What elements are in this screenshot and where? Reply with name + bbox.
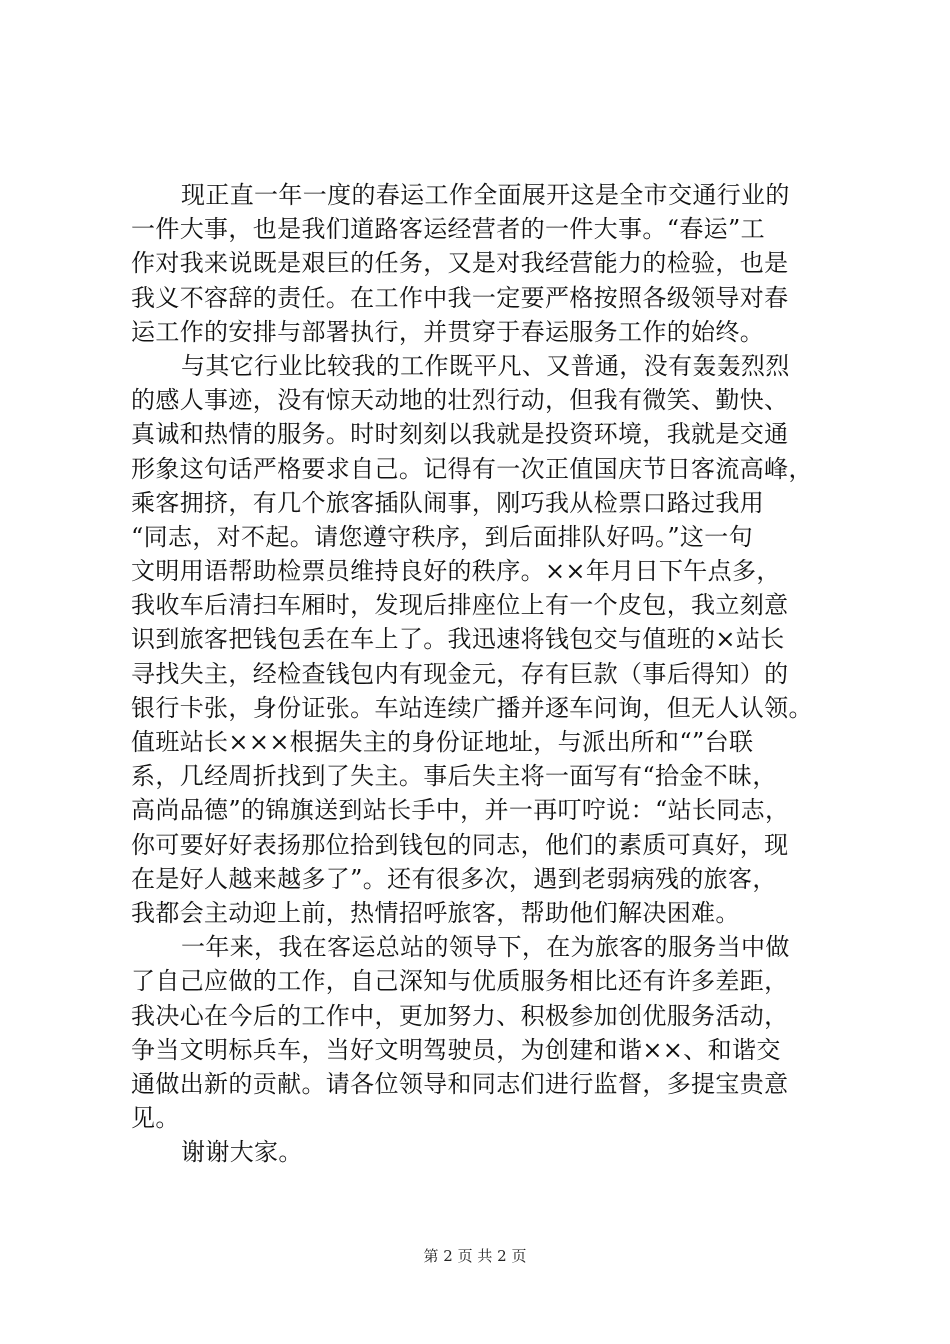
text-line: 谢谢大家。 [181, 1138, 303, 1167]
text-line: 我都会主动迎上前，热情招呼旅客，帮助他们解决困难。 [131, 898, 740, 927]
text-line: 与其它行业比较我的工作既平凡、又普通，没有轰轰烈烈 [181, 351, 790, 380]
page-number-footer: 第 2 页 共 2 页 [423, 1247, 527, 1265]
text-line: 的感人事迹，没有惊天动地的壮烈行动，但我有微笑、勤快、 [131, 386, 789, 415]
text-line: 识到旅客把钱包丢在车上了。我迅速将钱包交与值班的×站长 [131, 625, 785, 654]
text-line: 见。 [131, 1104, 180, 1133]
text-line: 真诚和热情的服务。时时刻刻以我就是投资环境，我就是交通 [131, 420, 789, 449]
text-line: “同志，对不起。请您遵守秩序，到后面排队好吗。”这一句 [131, 522, 753, 551]
text-line: 在是好人越来越多了”。还有很多次，遇到老弱病残的旅客， [131, 864, 777, 893]
text-line: 运工作的安排与部署执行，并贯穿于春运服务工作的始终。 [131, 317, 765, 346]
text-line: 我决心在今后的工作中，更加努力、积极参加创优服务活动， [131, 1001, 789, 1030]
text-line: 银行卡张，身份证张。车站连续广播并逐车问询，但无人认领。 [131, 693, 813, 722]
text-line: 一件大事，也是我们道路客运经营者的一件大事。“春运”工 [131, 215, 765, 244]
text-line: 了自己应做的工作，自己深知与优质服务相比还有许多差距， [131, 967, 789, 996]
speech-body [131, 178, 831, 1169]
text-line: 我义不容辞的责任。在工作中我一定要严格按照各级领导对春 [131, 283, 789, 312]
text-line: 文明用语帮助检票员维持良好的秩序。××年月日下午点多， [131, 557, 781, 586]
text-line: 现正直一年一度的春运工作全面展开这是全市交通行业的 [181, 181, 790, 209]
text-line: 你可要好好表扬那位拾到钱包的同志，他们的素质可真好，现 [131, 830, 789, 859]
text-line: 值班站长×××根据失主的身份证地址，与派出所和“”台联 [131, 728, 754, 756]
text-line: 争当文明标兵车，当好文明驾驶员，为创建和谐××、和谐交 [131, 1035, 781, 1064]
text-line: 作对我来说既是艰巨的任务，又是对我经营能力的检验，也是 [131, 249, 789, 278]
text-line: 一年来，我在客运总站的领导下，在为旅客的服务当中做 [181, 933, 790, 962]
text-line: 乘客拥挤，有几个旅客插队闹事，刚巧我从检票口路过我用 [131, 488, 765, 517]
text-line: 高尚品德”的锦旗送到站长手中，并一再叮咛说：“站长同志， [131, 796, 790, 825]
text-line: 寻找失主，经检查钱包内有现金元，存有巨款（事后得知）的 [131, 659, 789, 688]
text-line: 系，几经周折找到了失主。事后失主将一面写有“拾金不昧， [131, 762, 777, 791]
text-line: 通做出新的贡献。请各位领导和同志们进行监督，多提宝贵意 [131, 1069, 789, 1098]
text-line: 我收车后清扫车厢时，发现后排座位上有一个皮包，我立刻意 [131, 591, 789, 620]
text-line: 形象这句话严格要求自己。记得有一次正值国庆节日客流高峰， [131, 454, 813, 483]
